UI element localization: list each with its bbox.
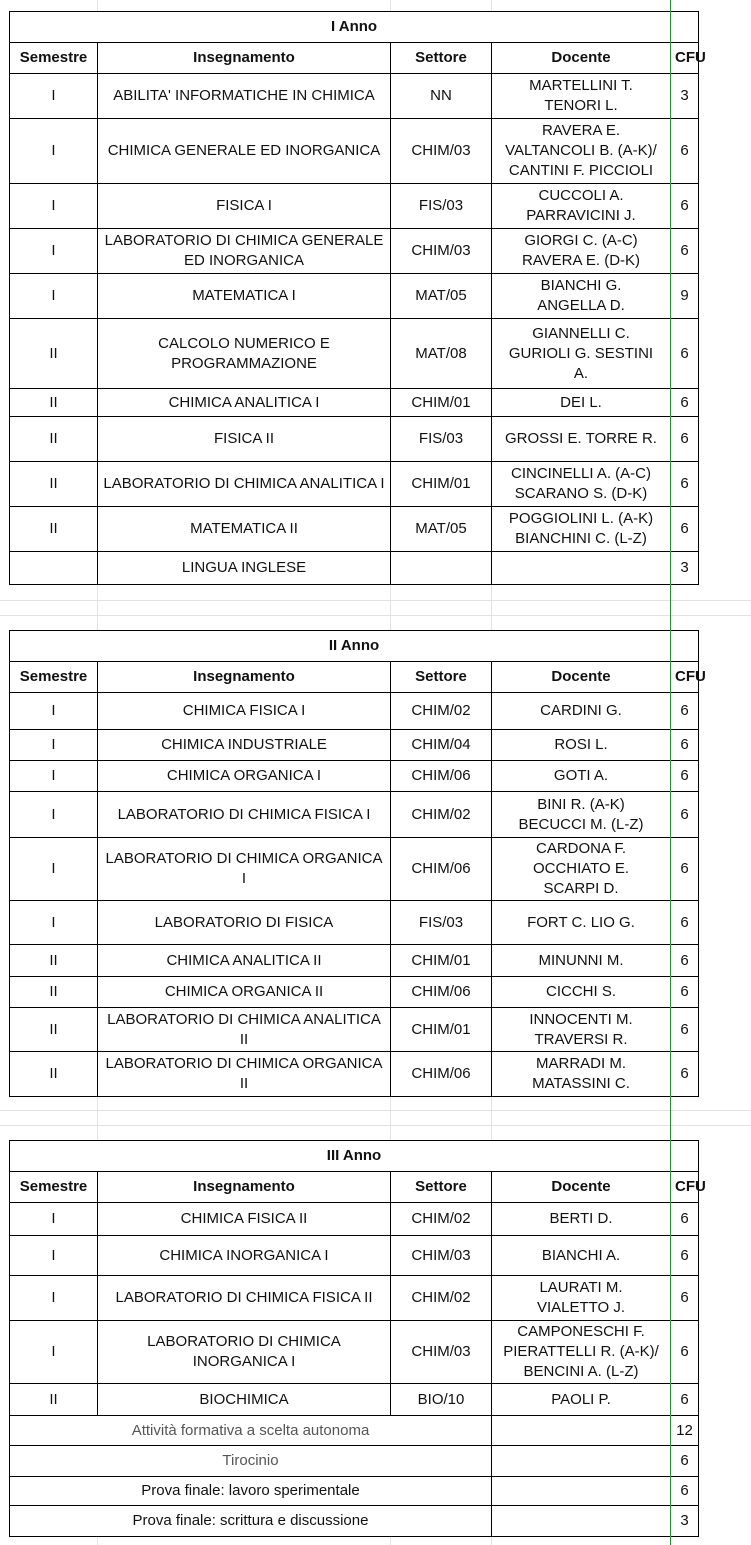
cfu-cell: 6 <box>671 1008 699 1052</box>
semestre-cell: I <box>10 74 98 119</box>
year-title: III Anno <box>10 1141 699 1172</box>
docente-cell: CARDONA F. OCCHIATO E. SCARPI D. <box>492 838 671 901</box>
settore-cell: CHIM/01 <box>391 462 492 507</box>
cfu-cell: 6 <box>671 838 699 901</box>
insegnamento-cell: CALCOLO NUMERICO E PROGRAMMAZIONE <box>98 319 391 389</box>
semestre-cell: I <box>10 229 98 274</box>
semestre-cell: II <box>10 319 98 389</box>
empty-cell <box>492 1446 671 1477</box>
semestre-cell: I <box>10 761 98 792</box>
settore-cell: CHIM/01 <box>391 945 492 977</box>
header-semestre: Semestre <box>10 1172 98 1203</box>
settore-cell: CHIM/02 <box>391 792 492 838</box>
insegnamento-cell: BIOCHIMICA <box>98 1384 391 1416</box>
table-row <box>10 730 699 761</box>
docente-cell: DEI L. <box>492 389 671 417</box>
cfu-cell: 9 <box>671 274 699 319</box>
cfu-cell: 6 <box>671 1446 699 1477</box>
docente-cell: MARRADI M. MATASSINI C. <box>492 1052 671 1097</box>
table-row <box>10 838 699 901</box>
table-row <box>10 1384 699 1416</box>
cfu-cell: 6 <box>671 730 699 761</box>
settore-cell: CHIM/03 <box>391 119 492 184</box>
semestre-cell: II <box>10 1008 98 1052</box>
cfu-cell: 6 <box>671 184 699 229</box>
header-docente: Docente <box>492 43 671 74</box>
semestre-cell: I <box>10 119 98 184</box>
docente-cell: MINUNNI M. <box>492 945 671 977</box>
insegnamento-cell: LABORATORIO DI CHIMICA ANALITICA I <box>98 462 391 507</box>
cfu-cell: 6 <box>671 901 699 945</box>
insegnamento-cell: CHIMICA ANALITICA II <box>98 945 391 977</box>
insegnamento-cell: LABORATORIO DI CHIMICA FISICA I <box>98 792 391 838</box>
docente-cell: FORT C. LIO G. <box>492 901 671 945</box>
cfu-cell: 6 <box>671 1321 699 1384</box>
semestre-cell: I <box>10 1203 98 1236</box>
cfu-cell: 6 <box>671 119 699 184</box>
year-3-table <box>9 1140 706 1537</box>
semestre-cell: II <box>10 462 98 507</box>
table-row <box>10 184 699 229</box>
insegnamento-cell: CHIMICA ORGANICA II <box>98 977 391 1008</box>
settore-cell: CHIM/06 <box>391 838 492 901</box>
cfu-cell: 3 <box>671 74 699 119</box>
table-row <box>10 389 699 417</box>
table-row <box>10 319 699 389</box>
settore-cell: CHIM/04 <box>391 730 492 761</box>
docente-cell: MARTELLINI T. TENORI L. <box>492 74 671 119</box>
docente-cell: GOTI A. <box>492 761 671 792</box>
insegnamento-cell: CHIMICA INORGANICA I <box>98 1236 391 1276</box>
header-docente: Docente <box>492 1172 671 1203</box>
docente-cell: INNOCENTI M. TRAVERSI R. <box>492 1008 671 1052</box>
semestre-cell: II <box>10 389 98 417</box>
settore-cell: FIS/03 <box>391 417 492 462</box>
docente-cell: CUCCOLI A. PARRAVICINI J. <box>492 184 671 229</box>
table-row <box>10 552 699 585</box>
header-settore: Settore <box>391 1172 492 1203</box>
table-row <box>10 945 699 977</box>
cfu-cell: 6 <box>671 693 699 730</box>
settore-cell: CHIM/06 <box>391 977 492 1008</box>
cfu-cell: 6 <box>671 1384 699 1416</box>
insegnamento-cell: LABORATORIO DI CHIMICA FISICA II <box>98 1276 391 1321</box>
extra-activity-row <box>10 1506 699 1537</box>
header-cfu: CFU <box>671 43 699 74</box>
semestre-cell: I <box>10 184 98 229</box>
cfu-cell: 6 <box>671 945 699 977</box>
year-title: I Anno <box>10 12 699 43</box>
header-settore: Settore <box>391 43 492 74</box>
table-row <box>10 1052 699 1097</box>
header-insegnamento: Insegnamento <box>98 43 391 74</box>
insegnamento-cell: CHIMICA FISICA I <box>98 693 391 730</box>
cfu-cell: 6 <box>671 1236 699 1276</box>
table-row <box>10 1236 699 1276</box>
settore-cell: MAT/08 <box>391 319 492 389</box>
table-row <box>10 901 699 945</box>
semestre-cell: II <box>10 507 98 552</box>
insegnamento-cell: MATEMATICA I <box>98 274 391 319</box>
header-cfu: CFU <box>671 662 699 693</box>
semestre-cell: I <box>10 1276 98 1321</box>
semestre-cell: I <box>10 1321 98 1384</box>
table-row <box>10 1276 699 1321</box>
semestre-cell: II <box>10 945 98 977</box>
activity-label: Prova finale: scrittura e discussione <box>10 1506 492 1537</box>
settore-cell: CHIM/02 <box>391 1203 492 1236</box>
settore-cell: CHIM/06 <box>391 1052 492 1097</box>
extra-activity-row <box>10 1416 699 1446</box>
table-row <box>10 462 699 507</box>
settore-cell: CHIM/01 <box>391 1008 492 1052</box>
cfu-cell: 12 <box>671 1416 699 1446</box>
table-row <box>10 74 699 119</box>
activity-label: Prova finale: lavoro sperimentale <box>10 1477 492 1506</box>
table-row <box>10 507 699 552</box>
empty-cell <box>492 1416 671 1446</box>
settore-cell: CHIM/03 <box>391 229 492 274</box>
settore-cell: CHIM/02 <box>391 1276 492 1321</box>
table-row <box>10 1321 699 1384</box>
cfu-cell: 6 <box>671 417 699 462</box>
settore-cell: MAT/05 <box>391 507 492 552</box>
header-insegnamento: Insegnamento <box>98 662 391 693</box>
settore-cell: CHIM/06 <box>391 761 492 792</box>
docente-cell: BINI R. (A-K) BECUCCI M. (L-Z) <box>492 792 671 838</box>
activity-label: Tirocinio <box>10 1446 492 1477</box>
table-row <box>10 119 699 184</box>
settore-cell: CHIM/03 <box>391 1321 492 1384</box>
insegnamento-cell: CHIMICA ORGANICA I <box>98 761 391 792</box>
settore-cell <box>391 552 492 585</box>
insegnamento-cell: LINGUA INGLESE <box>98 552 391 585</box>
header-semestre: Semestre <box>10 662 98 693</box>
cfu-cell: 6 <box>671 977 699 1008</box>
insegnamento-cell: CHIMICA ANALITICA I <box>98 389 391 417</box>
docente-cell: GIANNELLI C. GURIOLI G. SESTINI A. <box>492 319 671 389</box>
docente-cell: LAURATI M. VIALETTO J. <box>492 1276 671 1321</box>
insegnamento-cell: CHIMICA FISICA II <box>98 1203 391 1236</box>
semestre-cell: II <box>10 417 98 462</box>
table-row <box>10 761 699 792</box>
extra-activity-row <box>10 1446 699 1477</box>
table-row <box>10 1203 699 1236</box>
docente-cell: CICCHI S. <box>492 977 671 1008</box>
year-2-table <box>9 630 706 1097</box>
cfu-cell: 6 <box>671 761 699 792</box>
cfu-cell: 6 <box>671 1052 699 1097</box>
cfu-cell: 3 <box>671 552 699 585</box>
settore-cell: CHIM/01 <box>391 389 492 417</box>
cfu-cell: 6 <box>671 229 699 274</box>
semestre-cell: II <box>10 1052 98 1097</box>
header-insegnamento: Insegnamento <box>98 1172 391 1203</box>
cfu-cell: 3 <box>671 1506 699 1537</box>
semestre-cell: I <box>10 730 98 761</box>
docente-cell <box>492 552 671 585</box>
semestre-cell: I <box>10 838 98 901</box>
docente-cell: BIANCHI G. ANGELLA D. <box>492 274 671 319</box>
table-row <box>10 792 699 838</box>
settore-cell: FIS/03 <box>391 184 492 229</box>
table-row <box>10 693 699 730</box>
docente-cell: CINCINELLI A. (A-C) SCARANO S. (D-K) <box>492 462 671 507</box>
docente-cell: BIANCHI A. <box>492 1236 671 1276</box>
cfu-cell: 6 <box>671 507 699 552</box>
insegnamento-cell: ABILITA' INFORMATICHE IN CHIMICA <box>98 74 391 119</box>
docente-cell: GROSSI E. TORRE R. <box>492 417 671 462</box>
table-row <box>10 274 699 319</box>
semestre-cell: I <box>10 274 98 319</box>
settore-cell: FIS/03 <box>391 901 492 945</box>
settore-cell: CHIM/03 <box>391 1236 492 1276</box>
cfu-cell: 6 <box>671 1203 699 1236</box>
table-row <box>10 417 699 462</box>
semestre-cell <box>10 552 98 585</box>
docente-cell: GIORGI C. (A-C) RAVERA E. (D-K) <box>492 229 671 274</box>
table-row <box>10 977 699 1008</box>
cfu-cell: 6 <box>671 319 699 389</box>
settore-cell: NN <box>391 74 492 119</box>
table-row <box>10 1008 699 1052</box>
insegnamento-cell: LABORATORIO DI FISICA <box>98 901 391 945</box>
column-divider-line <box>670 0 671 1545</box>
extra-activity-row <box>10 1477 699 1506</box>
semestre-cell: I <box>10 901 98 945</box>
settore-cell: CHIM/02 <box>391 693 492 730</box>
insegnamento-cell: LABORATORIO DI CHIMICA ORGANICA II <box>98 1052 391 1097</box>
empty-cell <box>492 1506 671 1537</box>
docente-cell: CARDINI G. <box>492 693 671 730</box>
cfu-cell: 6 <box>671 792 699 838</box>
header-semestre: Semestre <box>10 43 98 74</box>
insegnamento-cell: FISICA I <box>98 184 391 229</box>
insegnamento-cell: LABORATORIO DI CHIMICA INORGANICA I <box>98 1321 391 1384</box>
docente-cell: RAVERA E. VALTANCOLI B. (A-K)/ CANTINI F. PICCIOLI <box>492 119 671 184</box>
header-settore: Settore <box>391 662 492 693</box>
year-title: II Anno <box>10 631 699 662</box>
docente-cell: PAOLI P. <box>492 1384 671 1416</box>
year-1-table <box>9 11 706 585</box>
header-cfu: CFU <box>671 1172 699 1203</box>
insegnamento-cell: MATEMATICA II <box>98 507 391 552</box>
year-rows <box>10 74 699 585</box>
docente-cell: BERTI D. <box>492 1203 671 1236</box>
table-row <box>10 229 699 274</box>
activity-label: Attività formativa a scelta autonoma <box>10 1416 492 1446</box>
semestre-cell: I <box>10 693 98 730</box>
cfu-cell: 6 <box>671 1276 699 1321</box>
cfu-cell: 6 <box>671 1477 699 1506</box>
semestre-cell: II <box>10 977 98 1008</box>
semestre-cell: I <box>10 1236 98 1276</box>
settore-cell: MAT/05 <box>391 274 492 319</box>
insegnamento-cell: LABORATORIO DI CHIMICA GENERALE ED INORGANICA <box>98 229 391 274</box>
settore-cell: BIO/10 <box>391 1384 492 1416</box>
year-rows <box>10 693 699 1097</box>
docente-cell: CAMPONESCHI F. PIERATTELLI R. (A-K)/ BENCINI A. (L-Z) <box>492 1321 671 1384</box>
empty-cell <box>492 1477 671 1506</box>
year-rows <box>10 1203 699 1537</box>
cfu-cell: 6 <box>671 389 699 417</box>
header-docente: Docente <box>492 662 671 693</box>
cfu-cell: 6 <box>671 462 699 507</box>
insegnamento-cell: CHIMICA GENERALE ED INORGANICA <box>98 119 391 184</box>
insegnamento-cell: FISICA II <box>98 417 391 462</box>
docente-cell: POGGIOLINI L. (A-K) BIANCHINI C. (L-Z) <box>492 507 671 552</box>
insegnamento-cell: LABORATORIO DI CHIMICA ANALITICA II <box>98 1008 391 1052</box>
semestre-cell: II <box>10 1384 98 1416</box>
docente-cell: ROSI L. <box>492 730 671 761</box>
semestre-cell: I <box>10 792 98 838</box>
insegnamento-cell: CHIMICA INDUSTRIALE <box>98 730 391 761</box>
insegnamento-cell: LABORATORIO DI CHIMICA ORGANICA I <box>98 838 391 901</box>
